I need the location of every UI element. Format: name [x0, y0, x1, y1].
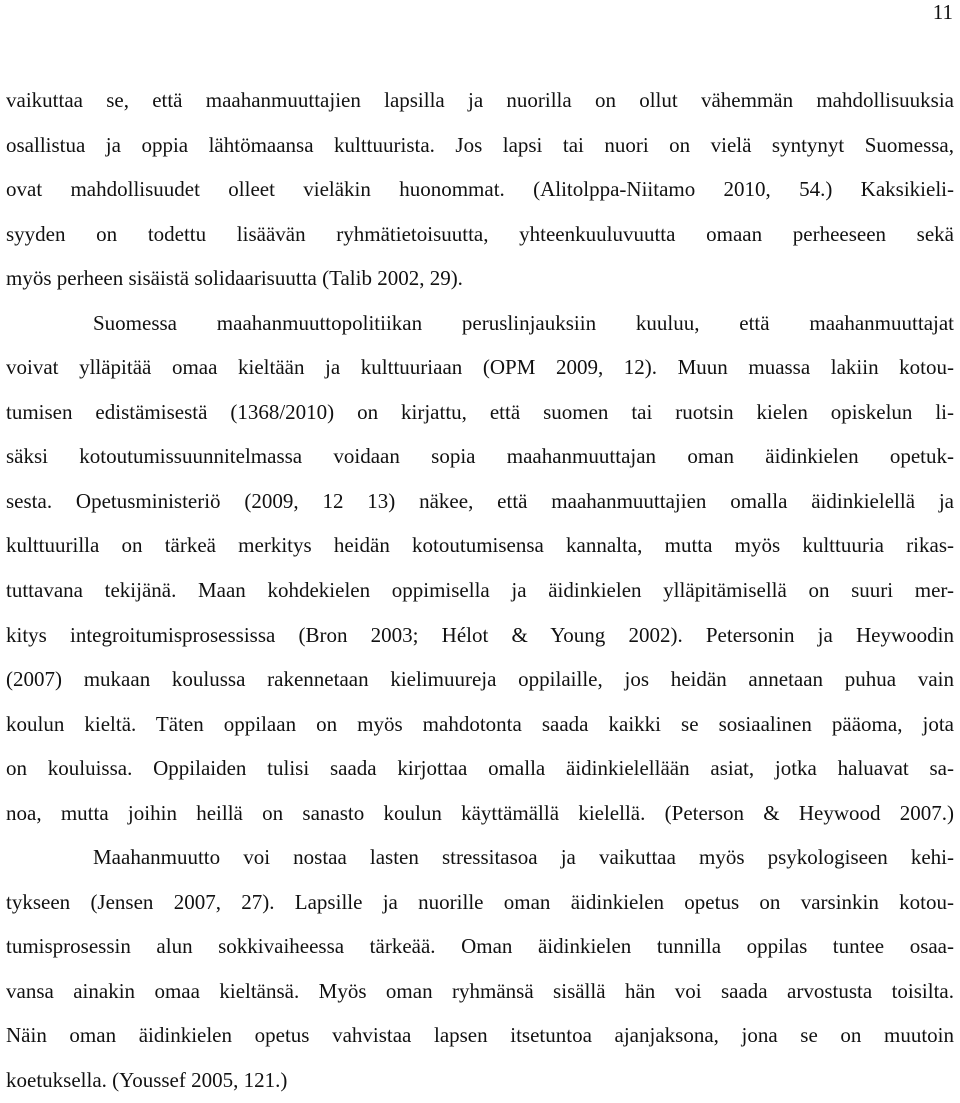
text-line: (2007) mukaan koulussa rakennetaan kielimuureja oppilaille, jos heidän annetaan puhua vain	[6, 667, 954, 692]
text-line: tuttavana tekijänä. Maan kohdekielen oppimisella ja äidinkielen ylläpitämisellä on suuri mer-	[6, 578, 954, 603]
text-line: vansa ainakin omaa kieltänsä. Myös oman ryhmänsä sisällä hän voi saada arvostusta toisilta.	[6, 978, 954, 1003]
text-line: koetuksella. (Youssef 2005, 121.)	[6, 1068, 288, 1093]
text-line: myös perheen sisäistä solidaarisuutta (Talib 2002, 29).	[6, 266, 463, 291]
text-line: tumisprosessin alun sokkivaiheessa tärkeää. Oman äidinkielen tunnilla oppilas tuntee osaa-	[6, 934, 954, 959]
text-line: tykseen (Jensen 2007, 27). Lapsille ja nuorille oman äidinkielen opetus on varsinkin kotou-	[6, 889, 954, 914]
text-line: Maahanmuutto voi nostaa lasten stressitasoa ja vaikuttaa myös psykologiseen kehi-	[93, 845, 954, 870]
paragraph-1	[6, 78, 954, 301]
text-line: sesta. Opetusministeriö (2009, 12 13) näkee, että maahanmuuttajien omalla äidinkielellä ja	[6, 488, 954, 513]
text-line: vaikuttaa se, että maahanmuuttajien lapsilla ja nuorilla on ollut vähemmän mahdollisuuksia	[6, 88, 954, 112]
text-line: voivat ylläpitää omaa kieltään ja kulttuuriaan (OPM 2009, 12). Muun muassa lakiin kotou-	[6, 355, 954, 380]
text-line: osallistua ja oppia lähtömaansa kulttuurista. Jos lapsi tai nuori on vielä syntynyt Suomessa,	[6, 132, 954, 157]
text-line: koulun kieltä. Täten oppilaan on myös mahdotonta saada kaikki se sosiaalinen pääoma, jota	[6, 711, 954, 736]
page-number: 11	[932, 0, 953, 24]
document-body	[6, 78, 954, 1103]
paragraph-2	[6, 301, 954, 836]
text-line: Suomessa maahanmuuttopolitiikan peruslinjauksiin kuuluu, että maahanmuuttajat	[93, 310, 954, 335]
text-line: noa, mutta joihin heillä on sanasto koulun käyttämällä kielellä. (Peterson & Heywood 2007.)	[6, 800, 954, 825]
text-line: ovat mahdollisuudet olleet vieläkin huonommat. (Alitolppa-Niitamo 2010, 54.) Kaksikieli-	[6, 177, 954, 202]
text-line: on kouluissa. Oppilaiden tulisi saada kirjottaa omalla äidinkielellään asiat, jotka haluavat sa-	[6, 756, 954, 781]
text-line: syyden on todettu lisäävän ryhmätietoisuutta, yhteenkuuluvuutta omaan perheeseen sekä	[6, 221, 954, 246]
text-line: kitys integroitumisprosessissa (Bron 2003; Hélot & Young 2002). Petersonin ja Heywoodin	[6, 622, 954, 647]
text-line: kulttuurilla on tärkeä merkitys heidän kotoutumisensa kannalta, mutta myös kulttuuria rikas-	[6, 533, 954, 558]
text-line: Näin oman äidinkielen opetus vahvistaa lapsen itsetuntoa ajanjaksona, jona se on muutoin	[6, 1023, 954, 1048]
text-line: säksi kotoutumissuunnitelmassa voidaan sopia maahanmuuttajan oman äidinkielen opetuk-	[6, 444, 954, 469]
paragraph-3	[6, 835, 954, 1102]
text-line: tumisen edistämisestä (1368/2010) on kirjattu, että suomen tai ruotsin kielen opiskelun li-	[6, 399, 954, 424]
